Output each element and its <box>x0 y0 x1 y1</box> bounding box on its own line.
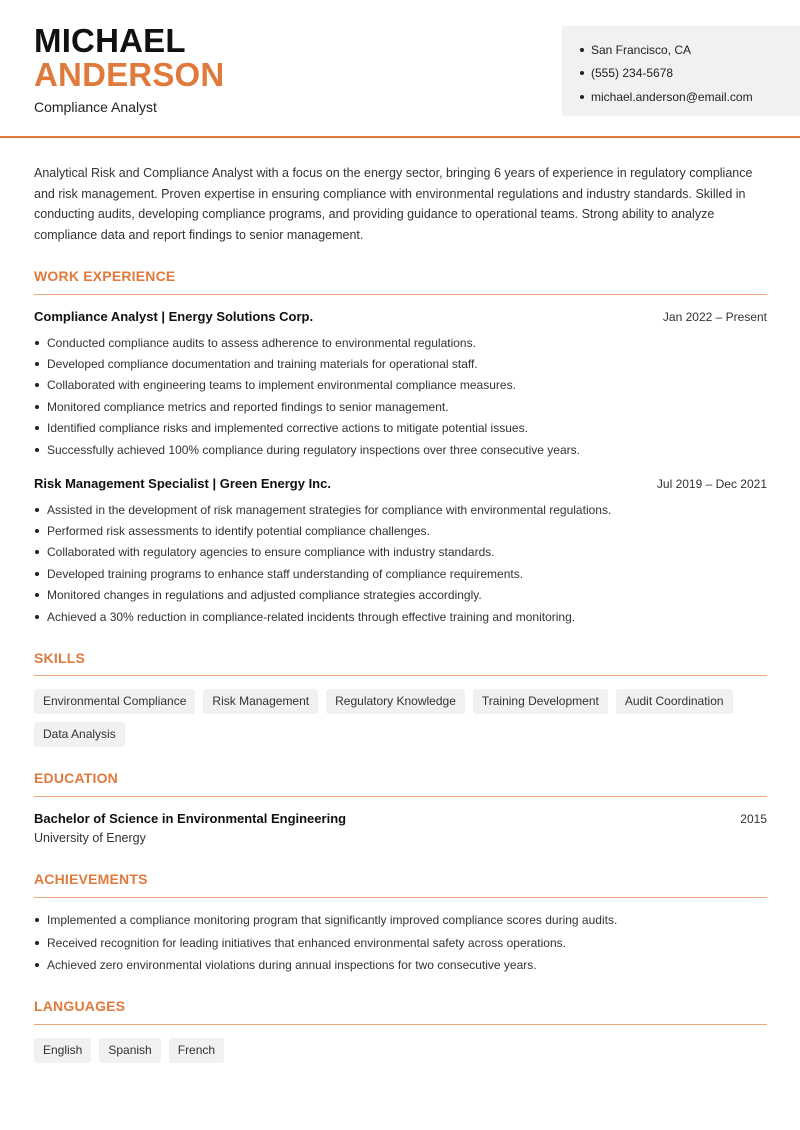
achievements-list <box>34 909 767 977</box>
list-item <box>34 954 767 977</box>
degree: Bachelor of Science in Environmental Engineering <box>34 811 347 826</box>
first-name: MICHAEL <box>34 22 186 59</box>
list-item <box>34 353 767 374</box>
school-name: University of Energy <box>34 831 146 845</box>
job-dates: Jul 2019 – Dec 2021 <box>656 477 767 491</box>
skills-list <box>34 689 767 747</box>
bullet-icon <box>35 615 39 619</box>
education-header <box>34 811 767 826</box>
bullet-text: Achieved a 30% reduction in compliance-related incidents through effective training and monitoring. <box>47 609 576 624</box>
list-item <box>34 932 767 955</box>
bullet-text: Developed training programs to enhance staff understanding of compliance requirements. <box>47 566 524 581</box>
graduation-year: 2015 <box>740 812 767 826</box>
list-item <box>34 418 767 439</box>
bullet-icon <box>35 550 39 554</box>
contact-box <box>562 26 800 116</box>
section-title-languages: LANGUAGES <box>34 998 126 1014</box>
bullet-text: Identified compliance risks and implemented corrective actions to mitigate potential issues. <box>47 421 528 436</box>
bullet-icon <box>35 963 39 967</box>
contact-email[interactable] <box>580 85 800 109</box>
bullet-icon <box>35 918 39 922</box>
bullet-text: Received recognition for leading initiatives that enhanced environmental safety across operations. <box>47 935 566 950</box>
job-header <box>34 309 767 324</box>
bullet-icon <box>35 508 39 512</box>
contact-location <box>580 38 800 62</box>
bullet-text: Conducted compliance audits to assess adherence to environmental regulations. <box>47 335 476 350</box>
bullet-text: Collaborated with engineering teams to implement environmental compliance measures. <box>47 378 516 393</box>
bullet-icon <box>35 941 39 945</box>
job-header <box>34 476 767 491</box>
bullet-icon <box>580 95 584 99</box>
phone-text: (555) 234-5678 <box>591 66 674 81</box>
bullet-icon <box>35 383 39 387</box>
bullet-icon <box>35 405 39 409</box>
location-text: San Francisco, CA <box>591 42 692 57</box>
list-item <box>34 909 767 932</box>
bullet-text: Monitored compliance metrics and reported findings to senior management. <box>47 399 449 414</box>
last-name: ANDERSON <box>34 56 225 93</box>
section-title-skills: SKILLS <box>34 650 85 666</box>
language-tag: English <box>34 1038 91 1063</box>
bullet-icon <box>35 341 39 345</box>
list-item <box>34 439 767 460</box>
bullet-icon <box>35 426 39 430</box>
languages-list <box>34 1038 767 1063</box>
bullet-text: Collaborated with regulatory agencies to ensure compliance with industry standards. <box>47 545 495 560</box>
skill-tag: Audit Coordination <box>616 689 733 714</box>
section-divider <box>34 796 767 797</box>
bullet-icon <box>35 448 39 452</box>
skill-tag: Environmental Compliance <box>34 689 195 714</box>
bullet-text: Achieved zero environmental violations during annual inspections for two consecutive years. <box>47 958 537 973</box>
bullet-icon <box>35 572 39 576</box>
bullet-text: Assisted in the development of risk management strategies for compliance with environmental regulations. <box>47 502 612 517</box>
list-item <box>34 585 767 606</box>
skill-tag: Risk Management <box>203 689 318 714</box>
job-bullets <box>34 332 767 460</box>
section-divider <box>34 675 767 676</box>
list-item <box>34 396 767 417</box>
bullet-text: Implemented a compliance monitoring program that significantly improved compliance scores during audits. <box>47 913 618 928</box>
section-title-work: WORK EXPERIENCE <box>34 268 176 284</box>
bullet-icon <box>35 529 39 533</box>
bullet-text: Developed compliance documentation and training materials for operational staff. <box>47 357 478 372</box>
job-title: Compliance Analyst <box>34 99 157 115</box>
bullet-icon <box>580 48 584 52</box>
bullet-icon <box>580 71 584 75</box>
section-title-achievements: ACHIEVEMENTS <box>34 871 148 887</box>
skill-tag: Regulatory Knowledge <box>326 689 465 714</box>
skill-tag: Data Analysis <box>34 722 125 747</box>
list-item <box>34 332 767 353</box>
bullet-text: Monitored changes in regulations and adjusted compliance strategies accordingly. <box>47 588 482 603</box>
job-dates: Jan 2022 – Present <box>662 310 767 324</box>
bullet-icon <box>35 362 39 366</box>
skill-tag: Training Development <box>473 689 608 714</box>
summary-paragraph: Analytical Risk and Compliance Analyst with a focus on the energy sector, bringing 6 years of experience in regulatory compliance and risk management. Proven expertise in ensuring compliance with environmental regulations and industry standards. Skilled in conducting audits, developing compliance programs, and providing guidance to operational teams. Strong ability to analyze compliance data and report findings to senior management. <box>34 166 753 243</box>
job-bullets <box>34 499 767 627</box>
bullet-text: Successfully achieved 100% compliance during regulatory inspections over three consecutive years. <box>47 442 580 457</box>
job-role: Compliance Analyst | Energy Solutions Corp. <box>34 309 314 324</box>
language-tag: French <box>169 1038 224 1063</box>
bullet-text: Performed risk assessments to identify potential compliance challenges. <box>47 524 430 539</box>
list-item <box>34 499 767 520</box>
list-item <box>34 606 767 627</box>
resume-header <box>0 0 800 138</box>
job-role: Risk Management Specialist | Green Energy Inc. <box>34 476 331 491</box>
list-item <box>34 520 767 541</box>
section-divider <box>34 1024 767 1025</box>
language-tag: Spanish <box>99 1038 160 1063</box>
list-item <box>34 542 767 563</box>
email-text[interactable]: michael.anderson@email.com <box>591 89 753 104</box>
section-title-education: EDUCATION <box>34 770 118 786</box>
list-item <box>34 563 767 584</box>
bullet-icon <box>35 593 39 597</box>
section-divider <box>34 294 767 295</box>
section-divider <box>34 897 767 898</box>
contact-phone <box>580 62 800 86</box>
list-item <box>34 375 767 396</box>
